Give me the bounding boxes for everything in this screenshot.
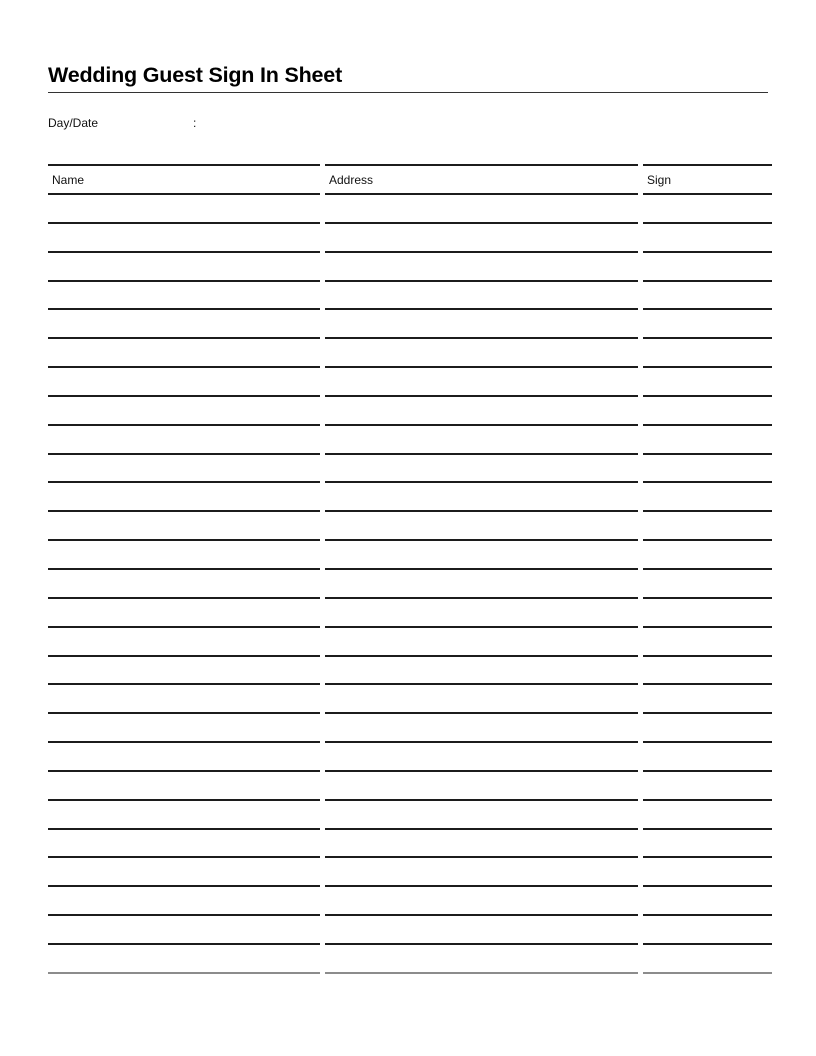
blank-line-cell xyxy=(325,887,638,916)
blank-line-cell xyxy=(643,801,772,830)
blank-line-cell xyxy=(325,455,638,484)
blank-line-cell xyxy=(643,743,772,772)
blank-line-cell xyxy=(325,801,638,830)
blank-line-cell xyxy=(325,570,638,599)
blank-line-cell xyxy=(48,887,320,916)
blank-line-cell xyxy=(643,772,772,801)
blank-line-cell xyxy=(325,282,638,311)
day-date-label: Day/Date xyxy=(48,116,99,130)
blank-line-cell xyxy=(48,743,320,772)
blank-line-cell xyxy=(325,714,638,743)
blank-line-cell xyxy=(643,455,772,484)
blank-line-cell xyxy=(643,599,772,628)
blank-line-cell xyxy=(48,397,320,426)
blank-line-cell xyxy=(48,801,320,830)
blank-line-cell xyxy=(48,339,320,368)
blank-line-cell xyxy=(643,916,772,945)
blank-line-cell xyxy=(643,541,772,570)
blank-line-cell xyxy=(643,685,772,714)
blank-line-cell xyxy=(325,628,638,657)
blank-line-cell xyxy=(325,830,638,859)
blank-line-cell xyxy=(48,772,320,801)
blank-line-cell xyxy=(325,224,638,253)
blank-line-cell xyxy=(643,945,772,974)
blank-line-cell xyxy=(643,858,772,887)
blank-line-cell xyxy=(643,714,772,743)
blank-line-cell xyxy=(325,657,638,686)
blank-line-cell xyxy=(48,253,320,282)
blank-line-cell xyxy=(325,599,638,628)
sign-in-table xyxy=(48,164,772,974)
blank-line-cell xyxy=(643,657,772,686)
column-header-address: Address xyxy=(325,164,638,195)
blank-line-cell xyxy=(48,455,320,484)
blank-line-cell xyxy=(643,397,772,426)
blank-line-cell xyxy=(48,310,320,339)
day-date-value xyxy=(196,111,768,127)
blank-line-cell xyxy=(48,282,320,311)
blank-line-cell xyxy=(325,743,638,772)
blank-line-cell xyxy=(643,830,772,859)
blank-line-cell xyxy=(48,628,320,657)
blank-line-cell xyxy=(325,339,638,368)
page-title: Wedding Guest Sign In Sheet xyxy=(48,62,768,93)
blank-line-cell xyxy=(48,483,320,512)
blank-line-cell xyxy=(48,426,320,455)
blank-line-cell xyxy=(325,483,638,512)
blank-line-cell xyxy=(325,541,638,570)
blank-line-cell xyxy=(48,657,320,686)
blank-line-cell xyxy=(48,830,320,859)
blank-line-cell xyxy=(325,858,638,887)
blank-line-cell xyxy=(643,224,772,253)
blank-line-cell xyxy=(48,224,320,253)
blank-line-cell xyxy=(325,368,638,397)
blank-line-cell xyxy=(325,772,638,801)
blank-line-cell xyxy=(643,253,772,282)
blank-line-cell xyxy=(48,858,320,887)
blank-line-cell xyxy=(643,282,772,311)
blank-line-cell xyxy=(643,339,772,368)
day-date-field xyxy=(48,111,768,131)
blank-line-cell xyxy=(325,253,638,282)
blank-line-cell xyxy=(325,310,638,339)
blank-line-cell xyxy=(643,570,772,599)
day-date-colon: : xyxy=(193,116,197,130)
column-header-sign: Sign xyxy=(643,164,772,195)
blank-line-cell xyxy=(325,916,638,945)
blank-line-cell xyxy=(325,426,638,455)
blank-line-cell xyxy=(48,685,320,714)
blank-line-cell xyxy=(643,887,772,916)
blank-line-cell xyxy=(48,541,320,570)
blank-line-cell xyxy=(48,916,320,945)
blank-line-cell xyxy=(643,310,772,339)
blank-line-cell xyxy=(643,512,772,541)
column-header-name: Name xyxy=(48,164,320,195)
blank-line-cell xyxy=(48,368,320,397)
blank-line-cell xyxy=(325,945,638,974)
blank-line-cell xyxy=(643,195,772,224)
blank-line-cell xyxy=(325,685,638,714)
blank-line-cell xyxy=(325,195,638,224)
blank-line-cell xyxy=(643,483,772,512)
blank-line-cell xyxy=(48,945,320,974)
blank-line-cell xyxy=(48,570,320,599)
blank-line-cell xyxy=(643,368,772,397)
blank-line-cell xyxy=(325,512,638,541)
blank-line-cell xyxy=(643,426,772,455)
blank-line-cell xyxy=(325,397,638,426)
blank-line-cell xyxy=(643,628,772,657)
blank-line-cell xyxy=(48,599,320,628)
blank-line-cell xyxy=(48,714,320,743)
blank-line-cell xyxy=(48,512,320,541)
blank-line-cell xyxy=(48,195,320,224)
